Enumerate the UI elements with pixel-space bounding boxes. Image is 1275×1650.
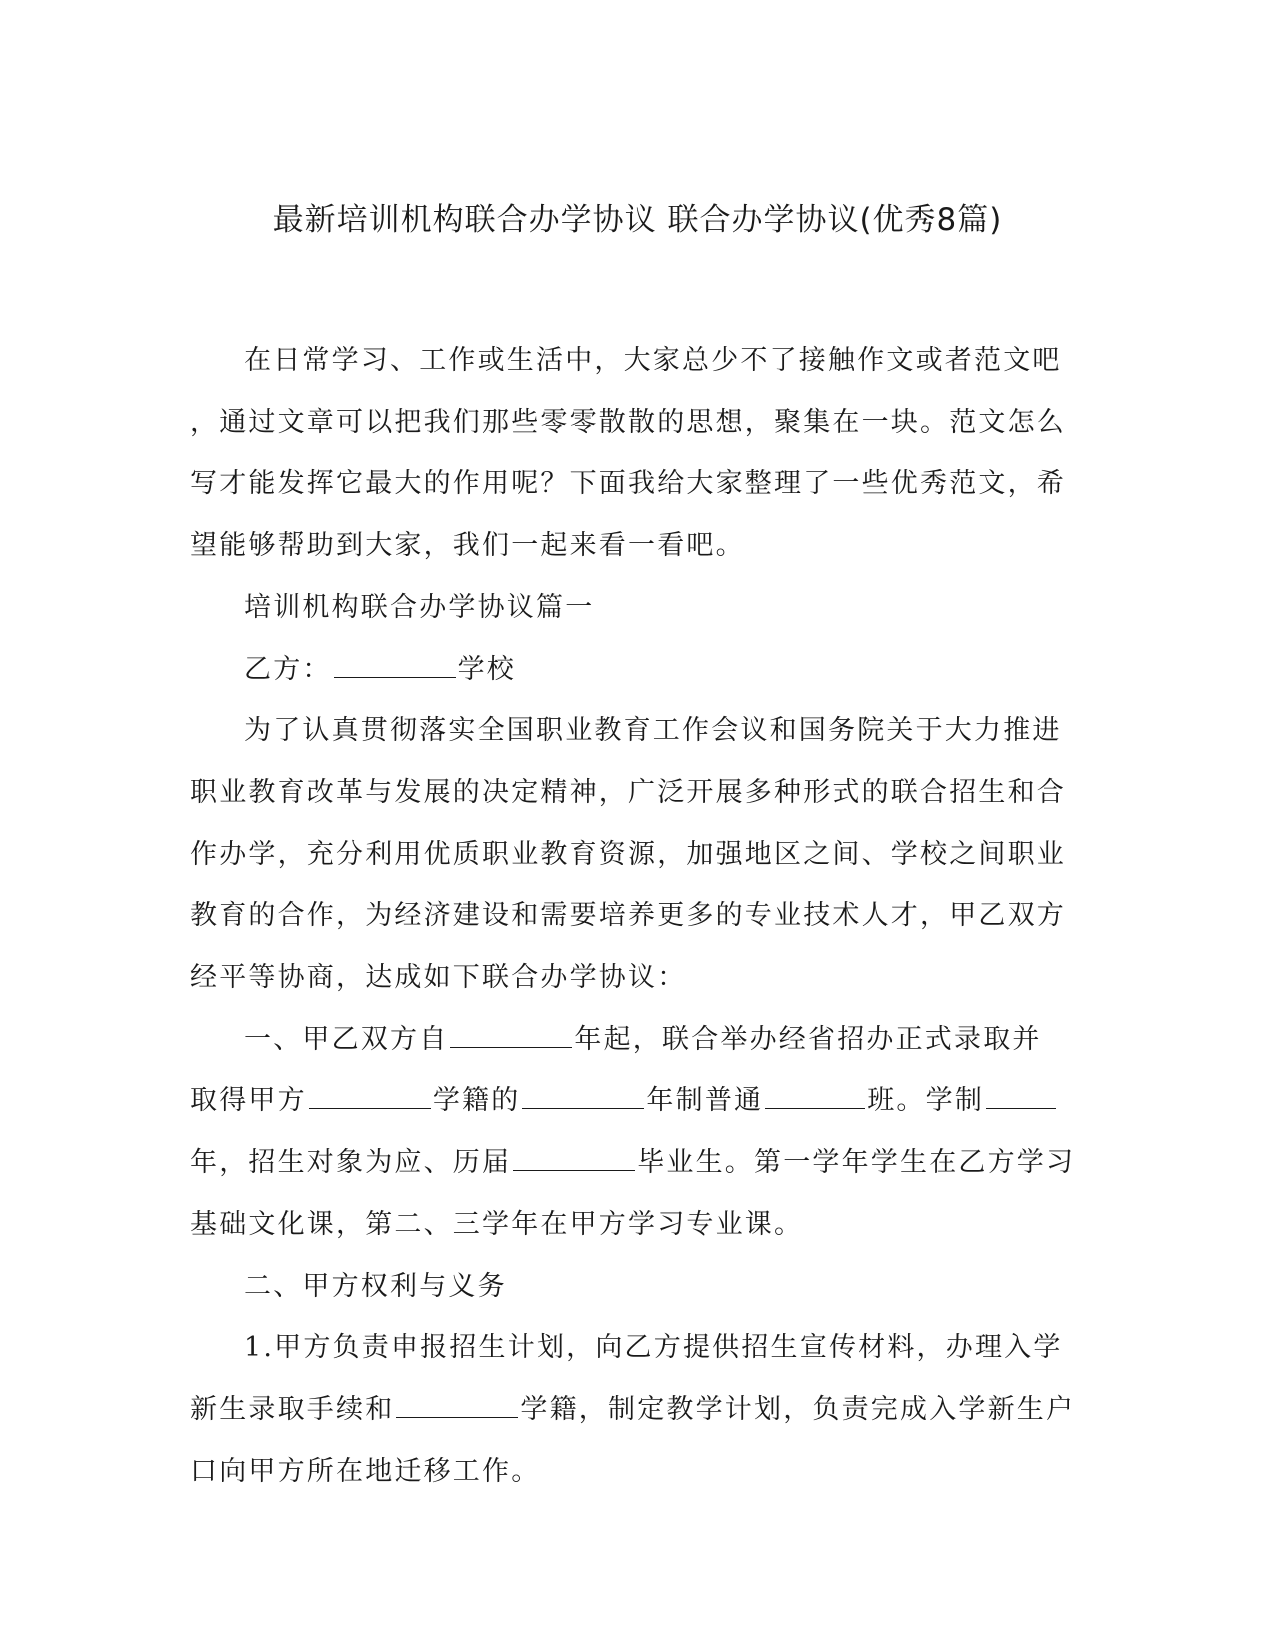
document-title: 最新培训机构联合办学协议 联合办学协议(优秀8篇) (272, 202, 1003, 238)
text-line: 一、甲乙双方自 年起，联合举办经省招办正式录取并 (244, 1023, 1042, 1055)
text-line: 写才能发挥它最大的作用呢？下面我给大家整理了一些优秀范文，希 (190, 468, 1066, 500)
document-body (190, 330, 1085, 1502)
text-line: 为了认真贯彻落实全国职业教育工作会议和国务院关于大力推进 (244, 715, 1062, 747)
text-line: 望能够帮助到大家，我们一起来看一看吧。 (190, 530, 745, 562)
text-line: 在日常学习、工作或生活中，大家总少不了接触作文或者范文吧 (244, 345, 1062, 376)
intro-paragraph (190, 330, 1085, 577)
text-line: 1.甲方负责申报招生计划，向乙方提供招生宣传材料，办理入学 (244, 1332, 1063, 1364)
blank-field (396, 1393, 518, 1418)
clause-1-paragraph (190, 1009, 1085, 1256)
clause-2-heading: 二、甲方权利与义务 (244, 1270, 507, 1302)
party-b-line: 乙方： 学校 (244, 653, 517, 685)
text-line: ，通过文章可以把我们那些零零散散的思想，聚集在一块。范文怎么 (190, 406, 1066, 438)
text-line: 职业教育改革与发展的决定精神，广泛开展多种形式的联合招生和合 (190, 776, 1066, 808)
blank-field (522, 1084, 644, 1109)
section-heading: 培训机构联合办学协议篇一 (244, 591, 595, 623)
text-line: 教育的合作，为经济建设和需要培养更多的专业技术人才，甲乙双方 (190, 900, 1066, 932)
blank-field (450, 1022, 572, 1047)
blank-field (334, 652, 456, 677)
text-line: 年，招生对象为应、历届 毕业生。第一学年学生在乙方学习 (190, 1147, 1076, 1179)
text-line: 作办学，充分利用优质职业教育资源，加强地区之间、学校之间职业 (190, 838, 1066, 870)
text-line: 取得甲方 学籍的 年制普通 班。学制 (136, 1070, 1085, 1132)
blank-field (309, 1084, 431, 1109)
text-line: 经平等协商，达成如下联合办学协议： (190, 962, 687, 994)
clause-2-item-1 (190, 1317, 1085, 1502)
text-line: 口向甲方所在地迁移工作。 (190, 1455, 541, 1487)
blank-field (513, 1146, 635, 1171)
purpose-paragraph (190, 700, 1085, 1009)
text-line: 基础文化课，第二、三学年在甲方学习专业课。 (190, 1208, 804, 1240)
blank-field (986, 1084, 1056, 1109)
blank-field (765, 1084, 865, 1109)
text-line: 新生录取手续和 学籍，制定教学计划，负责完成入学新生户 (190, 1393, 1076, 1425)
